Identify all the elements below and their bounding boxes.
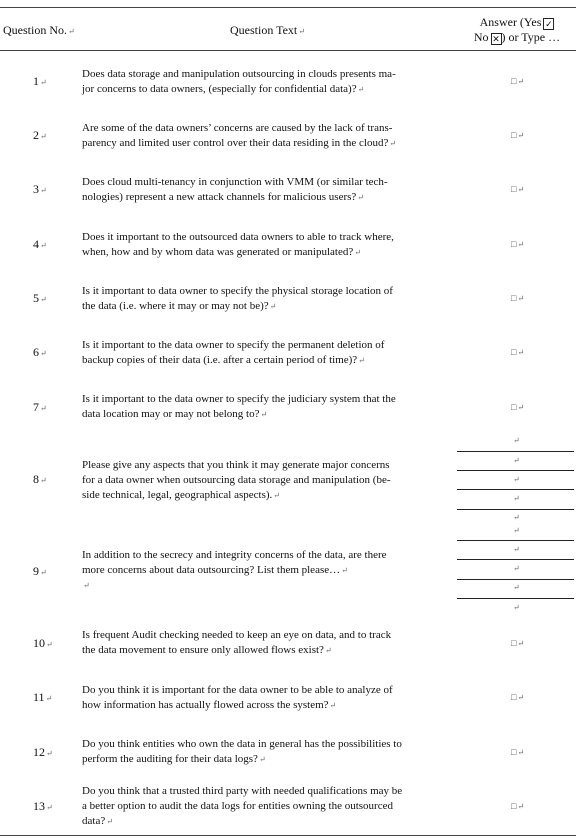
answer-checkbox[interactable]: □↵ [511, 638, 525, 648]
question-number: 10↵ [33, 636, 53, 650]
answer-line-mark: ↵ [513, 545, 520, 554]
answer-line-mark: ↵ [513, 564, 520, 573]
question-number: 9↵ [33, 564, 47, 578]
question-number: 6↵ [33, 345, 47, 359]
answer-checkbox[interactable]: □↵ [511, 801, 525, 811]
question-number: 11↵ [33, 690, 53, 704]
answer-checkbox[interactable]: □↵ [511, 293, 525, 303]
question-number: 13↵ [33, 799, 53, 813]
question-number: 1↵ [33, 74, 47, 88]
table-header-rule [0, 50, 576, 51]
answer-line[interactable] [457, 470, 574, 471]
question-number: 5↵ [33, 291, 47, 305]
question-text: Do you think entities who own the data in general has the possibilities to perform the auditing for their data logs?↵ [82, 738, 402, 765]
answer-checkbox[interactable]: □↵ [511, 239, 525, 249]
question-number: 2↵ [33, 128, 47, 142]
question-text: Is it important to the data owner to specify the permanent deletion of backup copies of their data (i.e. after a certain period of time)?↵ [82, 339, 385, 366]
question-text: In addition to the secrecy and integrity concerns of the data, are there more concerns about data outsourcing? List them please…↵ ↵ [82, 549, 387, 590]
answer-checkbox[interactable]: □↵ [511, 402, 525, 412]
question-text: Does it important to the outsourced data owners to able to track where, when, how and by whom data was generated or manipulated?↵ [82, 231, 394, 258]
question-text: Do you think that a trusted third party with needed qualifications may be a better option to audit the data logs for entities owning the outsourced data?↵ [82, 785, 403, 827]
answer-line[interactable] [457, 451, 574, 452]
question-number: 4↵ [33, 237, 47, 251]
answer-line[interactable] [457, 559, 574, 560]
answer-line-mark: ↵ [513, 583, 520, 592]
header-question-no: Question No.↵ [3, 23, 75, 37]
check-box-icon: ✓ [545, 19, 553, 29]
question-text: Are some of the data owners’ concerns are caused by the lack of trans- parency and limited user control over their data residing in the cloud?↵ [82, 122, 397, 149]
question-text: Does data storage and manipulation outsourcing in clouds presents ma- jor concerns to data owners, (especially for confidential data)?↵ [82, 68, 396, 95]
question-number: 3↵ [33, 182, 47, 196]
answer-checkbox[interactable]: □↵ [511, 184, 525, 194]
answer-line-mark: ↵ [513, 603, 520, 612]
question-number: 7↵ [33, 400, 47, 414]
answer-line-mark: ↵ [513, 494, 520, 503]
answer-checkbox[interactable]: □↵ [511, 747, 525, 757]
table-top-rule [0, 7, 576, 8]
table-bottom-rule [0, 835, 576, 836]
answer-line[interactable] [457, 489, 574, 490]
question-number: 8↵ [33, 472, 47, 486]
question-text: Do you think it is important for the data owner to be able to analyze of how information has actually flowed across the system?↵ [82, 684, 393, 711]
answer-line[interactable] [457, 598, 574, 599]
question-text: Is it important to data owner to specify the physical storage location of the data (i.e. where it may or may not be)?↵ [82, 285, 393, 312]
question-text: Is frequent Audit checking needed to keep an eye on data, and to track the data movement to ensure only allowed flows exist?↵ [82, 629, 392, 656]
answer-line-mark: ↵ [513, 475, 520, 484]
answer-checkbox[interactable]: □↵ [511, 692, 525, 702]
answer-line-mark: ↵ [513, 513, 520, 522]
question-text: Please give any aspects that you think it may generate major concerns for a data owner when outsourcing data storage and manipulation (be- side technical, legal, geographical aspects).↵ [82, 459, 391, 501]
answer-checkbox[interactable]: □↵ [511, 76, 525, 86]
answer-line[interactable] [457, 509, 574, 510]
answer-checkbox[interactable]: □↵ [511, 130, 525, 140]
answer-line[interactable] [457, 540, 574, 541]
question-text: Does cloud multi-tenancy in conjunction with VMM (or similar tech- nologies) represent a new attack channels for malicious users?↵ [82, 176, 388, 203]
answer-line-mark: ↵ [513, 456, 520, 465]
header-answer: Answer (Yes ✓ No ✕ ) or Type … [473, 15, 561, 44]
question-number: 12↵ [33, 745, 53, 759]
answer-line-mark: ↵ [513, 526, 520, 535]
answer-checkbox[interactable]: □↵ [511, 347, 525, 357]
answer-line-mark: ↵ [513, 436, 520, 445]
header-question-text: Question Text↵ [230, 23, 305, 37]
answer-line[interactable] [457, 579, 574, 580]
cross-box-icon: ✕ [492, 34, 500, 44]
question-text: Is it important to the data owner to specify the judiciary system that the data location may or may not belong to?↵ [82, 393, 396, 420]
